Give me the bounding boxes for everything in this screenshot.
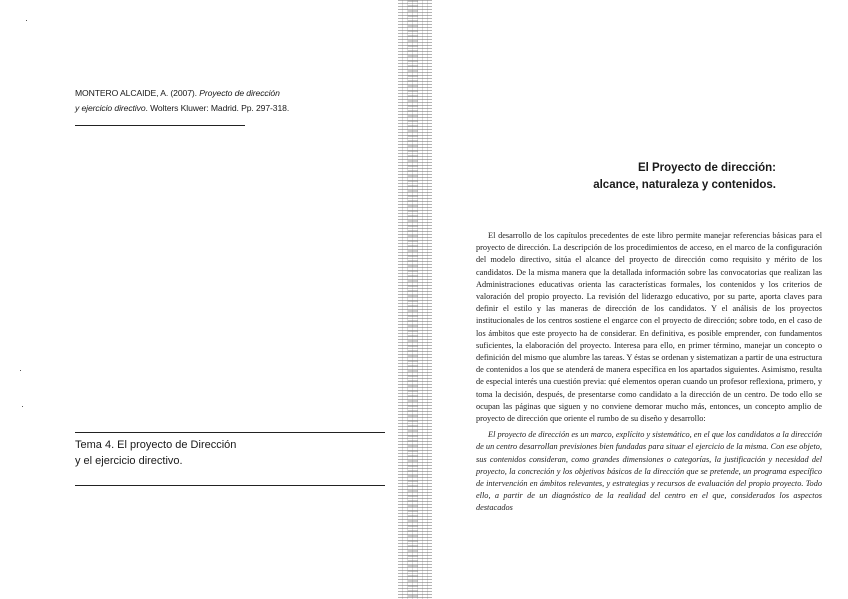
chapter-title-line-2: alcance, naturaleza y contenidos. bbox=[593, 179, 776, 191]
scan-speck bbox=[26, 20, 27, 21]
left-page bbox=[0, 0, 398, 599]
paragraph-intro: El desarrollo de los capítulos precedentes de este libro permite manejar referencias básicas para el proyecto de dirección. La descripción de los procedimientos de acceso, en el marco de la configuración del modelo directivo, sitúa el alcance del proyecto de dirección como requisito y mérito de los candidatos. De la misma manera que la detallada información sobre las convocatorias que realizan las Administraciones educativas orienta las características formales, los contenidos y los criterios de valoración del propio proyecto. La revisión del liderazgo educativo, por su parte, aporta claves para definir el estilo y las maneras de dirección de los candidatos. Y el análisis de los proyectos institucionales de los centros sostiene el engarce con el proyecto de dirección; sobre todo, en el caso de los ámbitos que este proyecto ha de considerar. En definitiva, es posible emprender, con fundamentos suficientes, la elaboración del proyecto. Interesa para ello, en primer término, manejar un concepto o definición del mismo que alumbre las tareas. Y éstas se ordenan y sistematizan a partir de una estructura de contenidos a los que se atenderá de manera específica en los apartados siguientes. Asimismo, resulta de especial interés una cuestión previa: qué elementos operan cuando un profesor reflexiona, primero, y toma la decisión, después, de presentarse como candidato a la dirección de un centro. De todo ello se ocupan las páginas que siguen y no conviene demorar mucho más, entonces, un concepto amplio de proyecto de dirección que oriente el rumbo de su diseño y desarrollo: bbox=[476, 231, 822, 424]
bibliographic-reference bbox=[75, 86, 375, 116]
divider-tema-top bbox=[75, 432, 385, 433]
tema-line-1: Tema 4. El proyecto de Dirección bbox=[75, 439, 237, 451]
scan-speck bbox=[22, 406, 23, 407]
paragraph-definition: El proyecto de dirección es un marco, explícito y sistemático, en el que los candidatos a la dirección de un centro desarrollan previsiones bien fundadas para situar el ejercicio de la misma. Con ese objeto, sus contenidos consideran, como grandes dimensiones o categorías, la justificación y necesidad del proyecto, la concreción y los objetivos básicos de la dirección que se pretende, un programa específico de intervención en ámbitos relevantes, y estrategias y recursos de evaluación del propio proyecto. Todo ello, a partir de un diagnóstico de la realidad del centro en el que, considerados los aspectos destacados bbox=[476, 430, 822, 513]
tema-line-2: y el ejercicio directivo. bbox=[75, 455, 183, 467]
body-text bbox=[476, 230, 822, 515]
book-gutter-scan-noise bbox=[398, 0, 432, 599]
reference-title-1: Proyecto de dirección bbox=[196, 88, 280, 98]
divider-top bbox=[75, 125, 245, 126]
chapter-title bbox=[593, 160, 776, 194]
reference-title-2: y ejercicio directivo bbox=[75, 103, 146, 113]
reference-author: MONTERO ALCAIDE, A. (2007). bbox=[75, 88, 197, 98]
tema-heading bbox=[75, 437, 375, 469]
reference-publisher: . Wolters Kluwer: Madrid. Pp. 297-318. bbox=[145, 103, 290, 113]
scan-speck bbox=[20, 370, 21, 371]
divider-tema-bottom bbox=[75, 485, 385, 486]
chapter-title-line-1: El Proyecto de dirección: bbox=[637, 162, 776, 174]
right-page bbox=[432, 0, 848, 599]
